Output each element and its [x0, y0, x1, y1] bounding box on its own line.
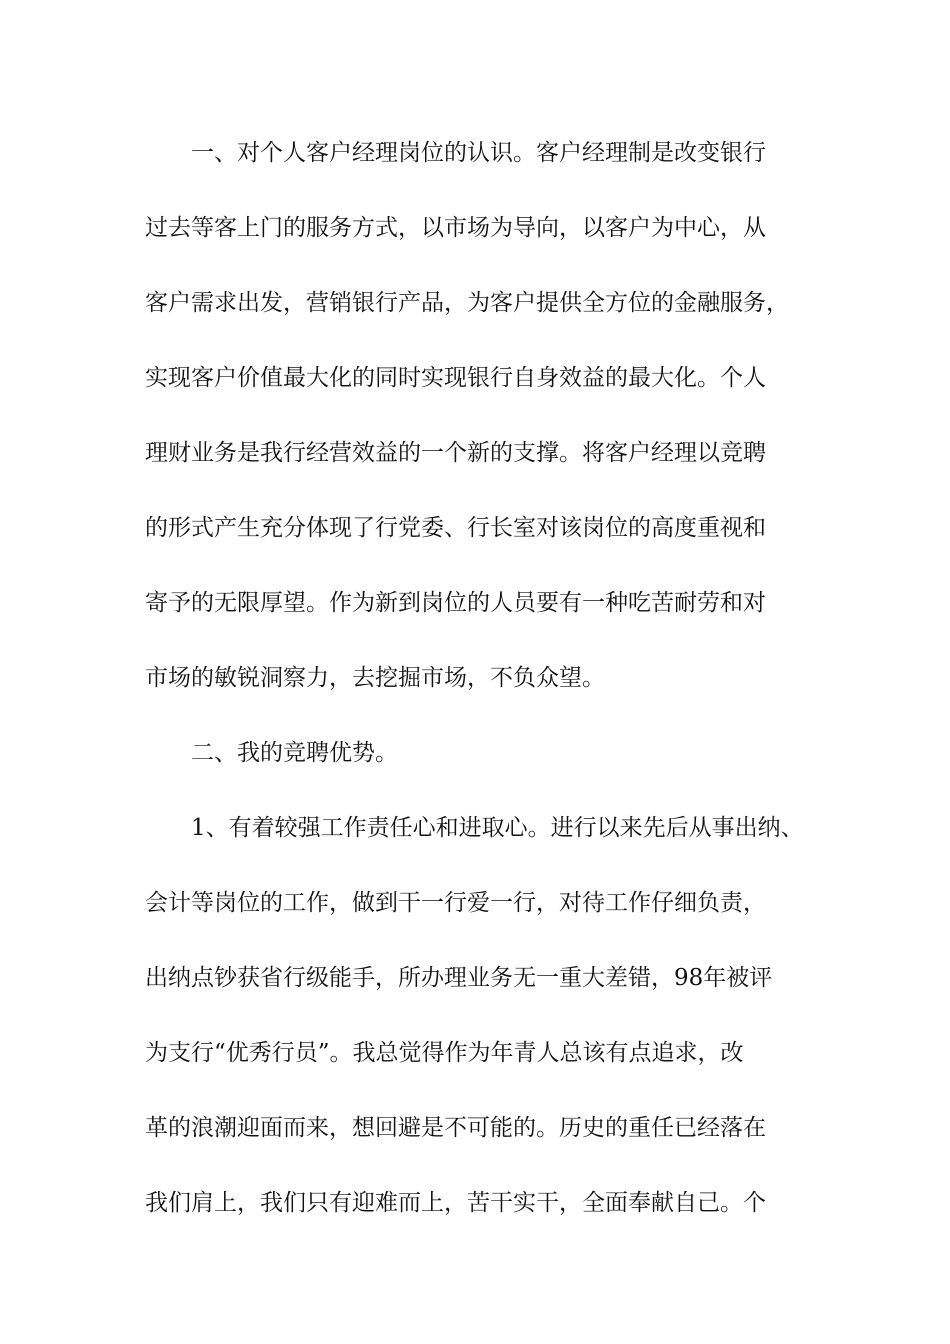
text-line: 实现客户价值最大化的同时实现银行自身效益的最大化。个人: [145, 365, 766, 391]
text-line: 的形式产生充分体现了行党委、行长室对该岗位的高度重视和: [145, 515, 766, 541]
text-line: 客户需求出发，营销银行产品，为客户提供全方位的金融服务，: [145, 290, 789, 316]
text-line: 1、有着较强工作责任心和进取心。进行以来先后从事出纳、: [191, 815, 804, 841]
text-line: 一、对个人客户经理岗位的认识。客户经理制是改变银行: [191, 140, 766, 166]
text-line: 会计等岗位的工作，做到干一行爱一行，对待工作仔细负责，: [145, 890, 766, 916]
text-line: 理财业务是我行经营效益的一个新的支撑。将客户经理以竞聘: [145, 440, 766, 466]
body-text: [145, 129, 835, 1254]
text-line: 过去等客上门的服务方式，以市场为导向，以客户为中心，从: [145, 215, 766, 241]
text-line: 革的浪潮迎面而来，想回避是不可能的。历史的重任已经落在: [145, 1115, 766, 1141]
text-line: 我们肩上，我们只有迎难而上，苦干实干，全面奉献自己。个: [145, 1190, 766, 1216]
section-heading: 二、我的竞聘优势。: [191, 740, 398, 766]
text-line: 寄予的无限厚望。作为新到岗位的人员要有一种吃苦耐劳和对: [145, 590, 766, 616]
text-line: 市场的敏锐洞察力，去挖掘市场，不负众望。: [145, 665, 605, 691]
text-line: 为支行“优秀行员”。我总觉得作为年青人总该有点追求，改: [145, 1040, 744, 1066]
text-line: 出纳点钞获省行级能手，所办理业务无一重大差错，98年被评: [145, 965, 773, 991]
